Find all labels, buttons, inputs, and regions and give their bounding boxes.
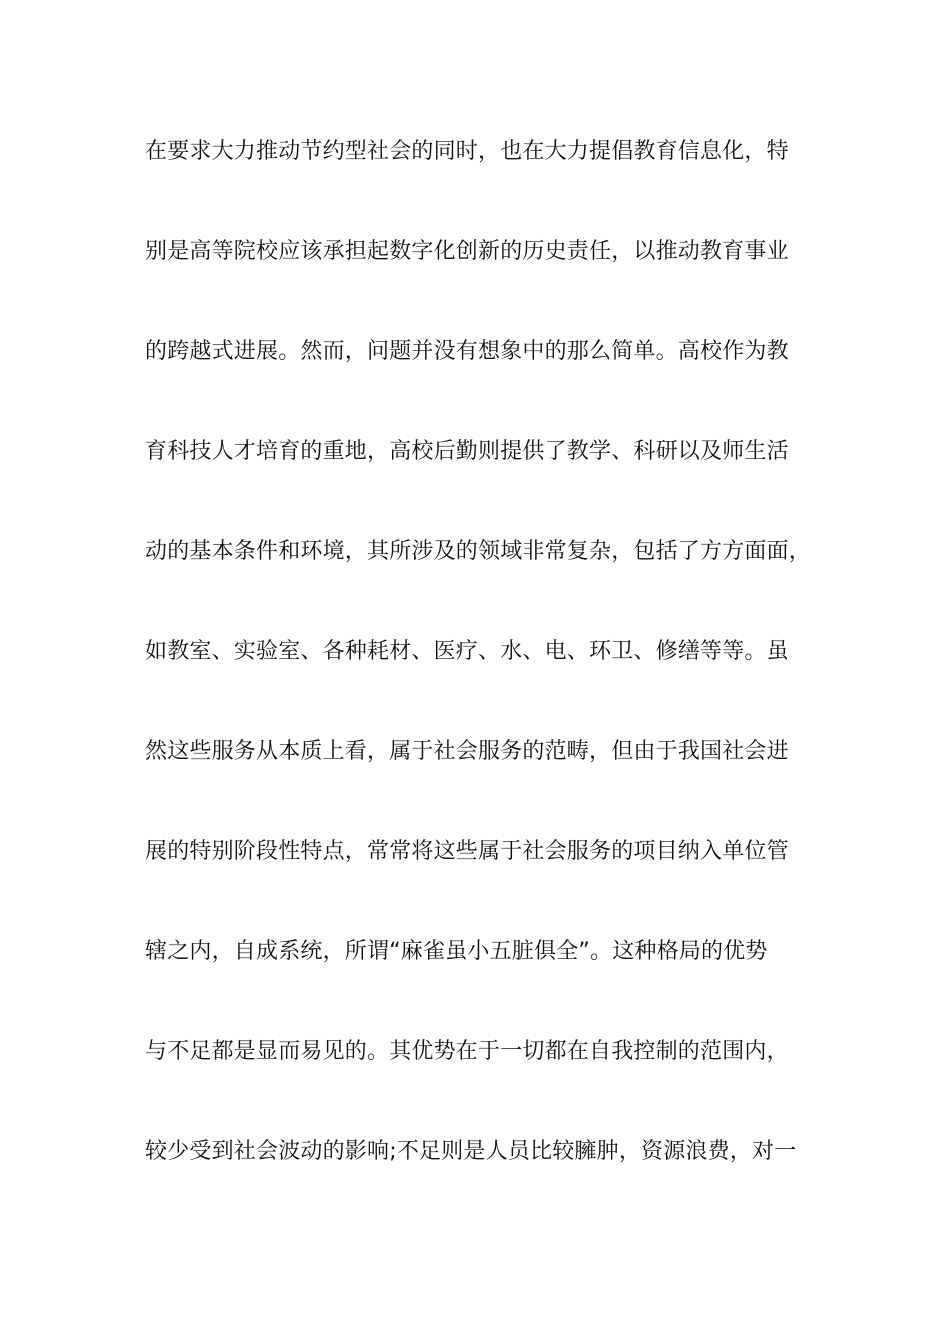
text-line-6: 如教室、实验室、各种耗材、医疗、水、电、环卫、修缮等等。虽 [145, 639, 789, 664]
text-line-2: 别是高等院校应该承担起数字化创新的历史责任，以推动教育事业 [145, 239, 789, 264]
body-text [145, 128, 845, 1228]
text-line-3: 的跨越式进展。然而，问题并没有想象中的那么简单。高校作为教 [145, 339, 789, 364]
text-line-5: 动的基本条件和环境，其所涉及的领域非常复杂，包括了方方面面， [145, 539, 812, 564]
text-line-11: 较少受到社会波动的影响;不足则是人员比较臃肿，资源浪费，对一 [145, 1139, 797, 1164]
text-line-7: 然这些服务从本质上看，属于社会服务的范畴，但由于我国社会进 [145, 739, 789, 764]
text-line-1: 在要求大力推动节约型社会的同时，也在大力提倡教育信息化，特 [145, 139, 789, 164]
text-line-9: 辖之内，自成系统，所谓“麻雀虽小五脏俱全”。这种格局的优势 [145, 939, 768, 964]
text-line-4: 育科技人才培育的重地，高校后勤则提供了教学、科研以及师生活 [145, 439, 789, 464]
text-line-8: 展的特别阶段性特点，常常将这些属于社会服务的项目纳入单位管 [145, 839, 789, 864]
text-line-10: 与不足都是显而易见的。其优势在于一切都在自我控制的范围内， [145, 1039, 789, 1064]
